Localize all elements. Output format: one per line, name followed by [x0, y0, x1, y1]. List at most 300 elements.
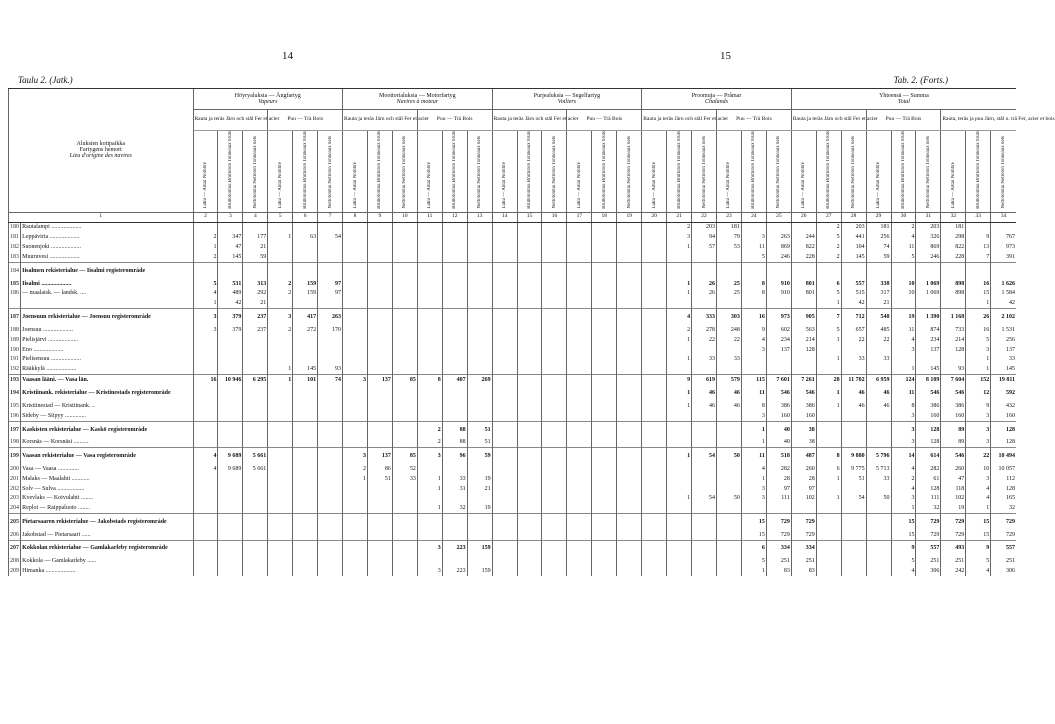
data-cell	[367, 222, 392, 232]
sub-header-text: Nettotonnia Nettoton Tonneaux nets	[925, 136, 931, 209]
data-cell: 9	[891, 540, 916, 556]
table-row	[9, 263, 1017, 279]
data-cell: 557	[916, 540, 941, 556]
data-cell	[467, 263, 492, 279]
data-cell	[318, 242, 343, 252]
data-cell: 46	[692, 401, 717, 411]
data-cell	[367, 232, 392, 242]
data-cell	[417, 530, 442, 540]
sub-header-text: Luku — Antal Nombre	[202, 162, 208, 209]
data-cell: 4	[193, 289, 218, 299]
data-cell: 33	[716, 354, 741, 364]
data-cell	[392, 279, 417, 289]
sub-header	[617, 131, 642, 213]
data-cell: 32	[991, 503, 1016, 513]
data-cell	[517, 464, 542, 474]
data-cell	[243, 345, 268, 355]
data-cell	[442, 232, 467, 242]
data-cell: 3	[966, 474, 991, 484]
data-cell	[617, 298, 642, 308]
data-cell: 317	[866, 289, 891, 299]
data-cell: 493	[941, 540, 966, 556]
data-cell: 3	[891, 411, 916, 421]
data-cell	[392, 503, 417, 513]
data-cell	[392, 514, 417, 530]
data-cell	[492, 493, 517, 503]
sub-header	[941, 131, 966, 213]
data-cell	[268, 464, 293, 474]
data-cell	[692, 474, 717, 484]
row-location-name: Himanka ....................	[21, 566, 193, 576]
data-cell	[716, 464, 741, 474]
data-cell: 46	[692, 385, 717, 401]
data-cell	[617, 263, 642, 279]
data-cell	[716, 421, 741, 437]
sub-header	[268, 131, 293, 213]
data-cell	[343, 252, 368, 262]
data-cell	[318, 556, 343, 566]
data-cell: 111	[916, 493, 941, 503]
row-location-name: Joensuun rekisterialue — Joensuu registerområde	[21, 309, 193, 325]
data-cell	[642, 345, 667, 355]
data-cell	[318, 252, 343, 262]
data-cell	[766, 298, 791, 308]
data-cell	[866, 263, 891, 279]
data-cell: 86	[367, 464, 392, 474]
data-cell	[268, 411, 293, 421]
row-number: 189	[10, 336, 19, 343]
row-location-name: Kokkola — Gamlakarleby ......	[21, 556, 193, 566]
data-cell	[841, 540, 866, 556]
sub-header	[467, 131, 492, 213]
data-cell	[642, 401, 667, 411]
data-cell: 4	[966, 484, 991, 494]
group-header-fr: Vapeurs	[258, 99, 278, 105]
data-cell	[617, 530, 642, 540]
sub-header	[741, 131, 766, 213]
data-cell: 137	[766, 345, 791, 355]
data-cell	[243, 514, 268, 530]
data-cell: 160	[991, 411, 1016, 421]
data-cell	[617, 556, 642, 566]
data-cell	[318, 298, 343, 308]
data-cell: 822	[791, 242, 816, 252]
data-cell	[692, 464, 717, 474]
data-cell	[218, 566, 243, 576]
row-number: 185	[10, 280, 19, 287]
data-cell	[592, 375, 617, 385]
table-row	[9, 411, 1017, 421]
data-cell	[268, 514, 293, 530]
group-header-fi: Proomuja — Pråmar	[691, 93, 742, 99]
row-location-name: Solv — Sulva ..................	[21, 484, 193, 494]
data-cell	[567, 252, 592, 262]
data-cell: 579	[716, 375, 741, 385]
data-cell	[343, 279, 368, 289]
row-location-name: Pielisensuu ....................	[21, 354, 193, 364]
data-cell: 263	[766, 232, 791, 242]
data-cell: 12	[966, 385, 991, 401]
data-cell	[716, 411, 741, 421]
data-cell	[467, 222, 492, 232]
data-cell: 5	[741, 556, 766, 566]
data-cell: 97	[766, 484, 791, 494]
data-cell	[293, 556, 318, 566]
row-location-name: Vaasan lääni. — Vasa län.	[21, 375, 193, 385]
data-cell	[492, 566, 517, 576]
data-cell	[766, 263, 791, 279]
data-cell: 51	[367, 474, 392, 484]
row-number: 202	[10, 485, 19, 492]
sub-header-text: Bruttotonnia Bruttoton Tonneaux bruts	[900, 131, 906, 209]
row-location-name: Muuruvesi ....................	[21, 252, 193, 262]
data-cell	[667, 298, 692, 308]
data-cell: 46	[866, 401, 891, 411]
location-header-fr: Lieu d'origine des navires	[69, 153, 132, 160]
data-cell	[567, 222, 592, 232]
data-cell: 282	[766, 464, 791, 474]
data-cell	[567, 232, 592, 242]
column-number: 15	[517, 212, 542, 222]
data-cell: 9 775	[841, 464, 866, 474]
data-cell: 729	[941, 514, 966, 530]
material-header: Rauta ja teräs Järn och stål Fer et acier	[642, 110, 717, 131]
data-cell: 33	[392, 474, 417, 484]
row-location-name: Pietarsaaren rekisterialue — Jakobstads registerområde	[21, 514, 193, 530]
data-cell: 910	[766, 289, 791, 299]
data-cell	[193, 354, 218, 364]
data-cell: 246	[766, 252, 791, 262]
data-cell: 2 102	[991, 309, 1016, 325]
data-cell: 214	[791, 335, 816, 345]
column-number: 16	[542, 212, 567, 222]
data-cell: 1 390	[916, 309, 941, 325]
data-cell	[692, 566, 717, 576]
data-cell: 326	[916, 232, 941, 242]
data-cell	[542, 279, 567, 289]
data-cell: 19 811	[991, 375, 1016, 385]
data-cell	[741, 222, 766, 232]
data-cell: 42	[991, 298, 1016, 308]
data-cell	[367, 421, 392, 437]
sub-header	[417, 131, 442, 213]
data-cell: 15	[966, 289, 991, 299]
table-row	[9, 232, 1017, 242]
data-cell	[617, 289, 642, 299]
data-cell	[442, 354, 467, 364]
data-cell	[567, 530, 592, 540]
data-cell: 46	[716, 401, 741, 411]
data-cell	[392, 252, 417, 262]
table-row	[9, 493, 1017, 503]
data-cell	[692, 556, 717, 566]
table-row	[9, 298, 1017, 308]
data-cell	[617, 242, 642, 252]
data-cell: 28	[766, 474, 791, 484]
data-cell	[642, 252, 667, 262]
data-cell: 801	[791, 289, 816, 299]
data-cell: 1	[816, 401, 841, 411]
data-cell: 21	[243, 242, 268, 252]
column-number: 25	[766, 212, 791, 222]
data-cell	[692, 411, 717, 421]
data-cell: 96	[442, 448, 467, 464]
data-cell	[866, 484, 891, 494]
data-cell: 50	[866, 493, 891, 503]
data-cell: 93	[318, 364, 343, 374]
data-cell: 822	[941, 242, 966, 252]
data-cell	[916, 354, 941, 364]
data-cell	[343, 385, 368, 401]
data-cell	[467, 514, 492, 530]
data-cell: 2	[667, 325, 692, 335]
data-cell: 3	[891, 493, 916, 503]
data-cell: 1	[966, 354, 991, 364]
sub-header-text: Bruttotonnia Bruttoton Tonneaux bruts	[377, 131, 383, 209]
data-cell	[567, 263, 592, 279]
data-cell	[492, 252, 517, 262]
data-cell	[442, 556, 467, 566]
data-cell	[542, 493, 567, 503]
data-cell	[592, 279, 617, 289]
data-cell: 592	[991, 385, 1016, 401]
data-cell	[343, 484, 368, 494]
data-cell	[642, 335, 667, 345]
data-cell	[716, 474, 741, 484]
data-cell	[667, 484, 692, 494]
data-cell: 386	[766, 401, 791, 411]
sub-header-text: Bruttotonnia Bruttoton Tonneaux bruts	[302, 131, 308, 209]
data-cell	[442, 279, 467, 289]
data-cell	[716, 364, 741, 374]
data-cell	[592, 401, 617, 411]
data-cell	[343, 354, 368, 364]
data-cell	[542, 354, 567, 364]
data-cell	[542, 530, 567, 540]
data-cell	[592, 421, 617, 437]
data-cell	[367, 401, 392, 411]
sub-header	[542, 131, 567, 213]
data-cell	[268, 421, 293, 437]
data-cell	[318, 493, 343, 503]
data-cell: 46	[841, 401, 866, 411]
data-cell: 260	[791, 464, 816, 474]
sub-header-text: Nettotonnia Nettoton Tonneaux nets	[626, 136, 632, 209]
data-cell: 32	[442, 503, 467, 513]
data-cell: 729	[916, 530, 941, 540]
table-row	[9, 437, 1017, 447]
group-header	[343, 89, 493, 110]
group-header	[193, 89, 343, 110]
location-header	[9, 89, 194, 213]
data-cell	[218, 401, 243, 411]
row-number: 208	[10, 558, 19, 565]
data-cell: 8	[417, 375, 442, 385]
data-cell	[417, 232, 442, 242]
material-header: Rauta ja teräs Järn och stål Fer et acier	[193, 110, 268, 131]
data-cell	[617, 437, 642, 447]
data-cell	[692, 540, 717, 556]
data-cell	[392, 335, 417, 345]
data-cell: 1	[268, 375, 293, 385]
data-cell: 347	[218, 232, 243, 242]
data-cell	[517, 252, 542, 262]
table-row	[9, 375, 1017, 385]
data-cell	[642, 263, 667, 279]
data-cell	[841, 503, 866, 513]
data-cell	[642, 484, 667, 494]
sub-header	[791, 131, 816, 213]
column-number: 9	[367, 212, 392, 222]
sub-header-text: Nettotonnia Nettoton Tonneaux nets	[477, 136, 483, 209]
data-cell	[467, 493, 492, 503]
data-cell	[243, 222, 268, 232]
data-cell	[417, 222, 442, 232]
data-cell	[642, 289, 667, 299]
data-cell	[592, 242, 617, 252]
data-cell: 33	[866, 354, 891, 364]
data-cell	[642, 298, 667, 308]
data-cell: 50	[716, 448, 741, 464]
data-cell	[318, 345, 343, 355]
data-cell	[642, 493, 667, 503]
data-cell: 46	[866, 385, 891, 401]
row-number: 200	[10, 465, 19, 472]
data-cell	[392, 263, 417, 279]
data-cell	[891, 354, 916, 364]
data-cell	[617, 411, 642, 421]
data-cell: 228	[941, 252, 966, 262]
data-cell: 51	[841, 474, 866, 484]
data-cell	[218, 503, 243, 513]
row-number: 204	[9, 503, 21, 513]
data-cell	[193, 385, 218, 401]
data-cell	[866, 364, 891, 374]
data-cell: 485	[866, 325, 891, 335]
data-cell	[218, 354, 243, 364]
data-cell	[367, 540, 392, 556]
data-cell: 2	[343, 464, 368, 474]
sub-header-text: Nettotonnia Nettoton Tonneaux nets	[327, 136, 333, 209]
data-cell: 8	[741, 401, 766, 411]
data-cell	[592, 464, 617, 474]
data-cell: 546	[941, 385, 966, 401]
data-cell	[517, 411, 542, 421]
data-cell	[367, 252, 392, 262]
data-cell: 2	[268, 279, 293, 289]
data-cell	[392, 556, 417, 566]
data-cell: 5 796	[866, 448, 891, 464]
row-number: 188	[10, 326, 19, 333]
data-cell: 9	[966, 232, 991, 242]
row-number: 194	[9, 385, 21, 401]
data-cell: 3	[741, 411, 766, 421]
row-location-name: Kristiinank. rekisterialue — Kristinestads registerområde	[21, 385, 193, 401]
data-cell	[642, 556, 667, 566]
data-cell	[367, 242, 392, 252]
data-cell	[193, 222, 218, 232]
data-cell	[293, 385, 318, 401]
data-cell	[567, 309, 592, 325]
data-cell	[467, 289, 492, 299]
data-cell: 16	[193, 375, 218, 385]
material-header: Rauta ja teräs Järn och stål Fer et acier	[343, 110, 418, 131]
sub-header-text: Luku — Antal Nombre	[801, 162, 807, 209]
data-cell	[841, 421, 866, 437]
data-cell: 3	[193, 309, 218, 325]
data-cell	[567, 411, 592, 421]
data-cell	[293, 263, 318, 279]
group-header-fi: Purjealuksia — Segelfartyg	[533, 93, 601, 99]
data-cell: 3	[741, 493, 766, 503]
data-cell	[218, 222, 243, 232]
data-cell: 15	[741, 514, 766, 530]
data-cell	[592, 252, 617, 262]
data-cell	[268, 503, 293, 513]
sub-header	[567, 131, 592, 213]
data-cell	[642, 309, 667, 325]
data-cell: 379	[218, 325, 243, 335]
data-cell: 973	[766, 309, 791, 325]
data-cell: 729	[941, 530, 966, 540]
data-cell: 57	[692, 242, 717, 252]
data-cell	[392, 309, 417, 325]
row-location-name: Eno ....................	[21, 345, 193, 355]
table-row	[9, 530, 1017, 540]
data-cell: 1	[966, 503, 991, 513]
data-cell	[567, 556, 592, 566]
data-cell: 3	[417, 540, 442, 556]
data-cell	[218, 530, 243, 540]
column-number: 33	[966, 212, 991, 222]
data-cell	[367, 289, 392, 299]
data-cell: 313	[243, 279, 268, 289]
data-cell	[916, 298, 941, 308]
data-cell	[567, 289, 592, 299]
sub-header	[293, 131, 318, 213]
data-cell	[293, 493, 318, 503]
data-cell	[392, 484, 417, 494]
data-cell	[293, 437, 318, 447]
data-cell	[816, 263, 841, 279]
data-cell: 729	[991, 514, 1016, 530]
data-cell	[592, 503, 617, 513]
data-cell	[442, 401, 467, 411]
sub-header	[916, 131, 941, 213]
data-cell	[567, 493, 592, 503]
data-cell: 334	[791, 540, 816, 556]
row-location-name: Iisalmen rekisterialue — Iisalmi registerområde	[21, 263, 193, 279]
data-cell	[492, 464, 517, 474]
data-cell	[492, 421, 517, 437]
data-cell	[592, 411, 617, 421]
data-cell: 97	[318, 279, 343, 289]
sub-header-text: Bruttotonnia Bruttoton Tonneaux bruts	[227, 131, 233, 209]
data-cell	[692, 421, 717, 437]
data-cell	[218, 540, 243, 556]
data-cell	[343, 421, 368, 437]
data-cell: 3	[667, 232, 692, 242]
data-cell	[442, 514, 467, 530]
data-cell: 170	[318, 325, 343, 335]
data-cell	[866, 411, 891, 421]
data-cell: 50	[716, 493, 741, 503]
data-cell: 203	[841, 222, 866, 232]
data-cell: 489	[218, 289, 243, 299]
material-header: Puu — Trä Bois	[567, 110, 642, 131]
data-cell: 5	[891, 556, 916, 566]
data-cell	[517, 263, 542, 279]
